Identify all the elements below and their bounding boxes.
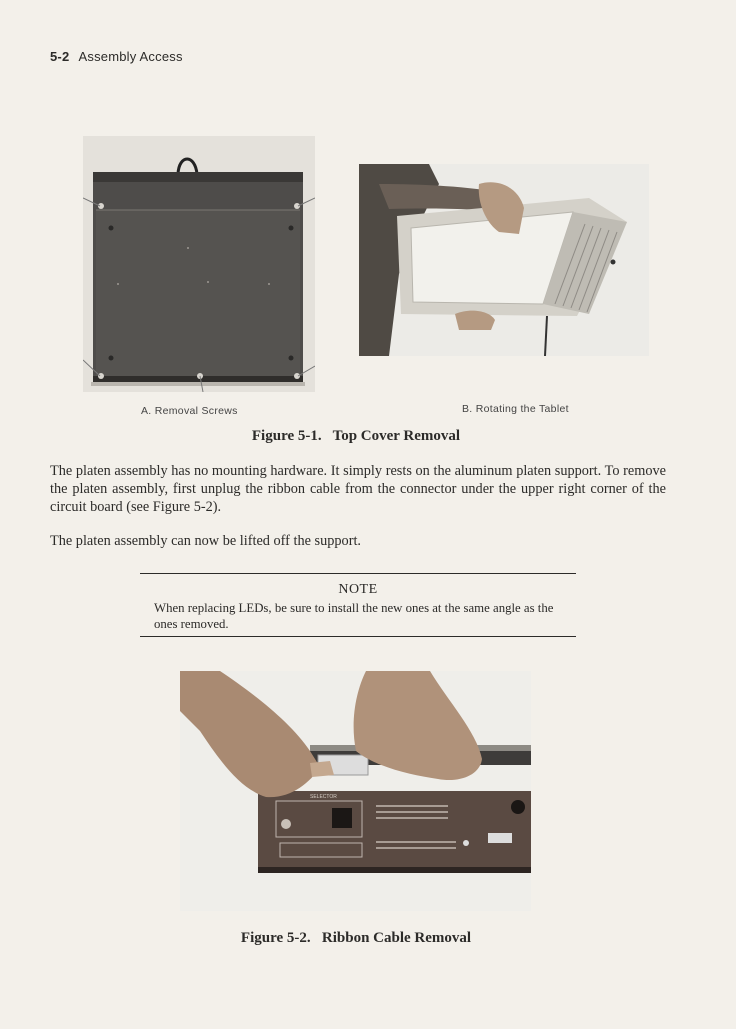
photo-ribbon-cable-removal bbox=[180, 671, 531, 911]
paragraph-2: The platen assembly can now be lifted off the support. bbox=[50, 533, 362, 549]
section-title: Assembly Access bbox=[78, 49, 183, 64]
note-title: NOTE bbox=[338, 582, 378, 597]
paragraph-1: The platen assembly has no mounting hardware. It simply rests on the aluminum platen support. To remove the platen assembly, first unplug the ribbon cable from the connector under the upper right corner of the circuit board (see Figure 5-2). bbox=[50, 463, 666, 515]
selector-label: SELECTOR bbox=[310, 794, 337, 800]
page-header bbox=[50, 49, 183, 64]
figure-5-1-title: Figure 5-1. Top Cover Removal bbox=[251, 428, 461, 444]
note-text: When replacing LEDs, be sure to install the new ones at the same angle as the ones removed. bbox=[154, 601, 554, 631]
page-number: 5-2 bbox=[50, 49, 70, 64]
note-box bbox=[140, 573, 576, 637]
caption-b: B. Rotating the Tablet bbox=[462, 403, 569, 415]
photo-rotating-tablet bbox=[359, 164, 649, 356]
photo-removal-screws bbox=[83, 136, 315, 392]
figure-5-2-title: Figure 5-2. Ribbon Cable Removal bbox=[240, 930, 472, 946]
caption-a: A. Removal Screws bbox=[141, 405, 238, 417]
